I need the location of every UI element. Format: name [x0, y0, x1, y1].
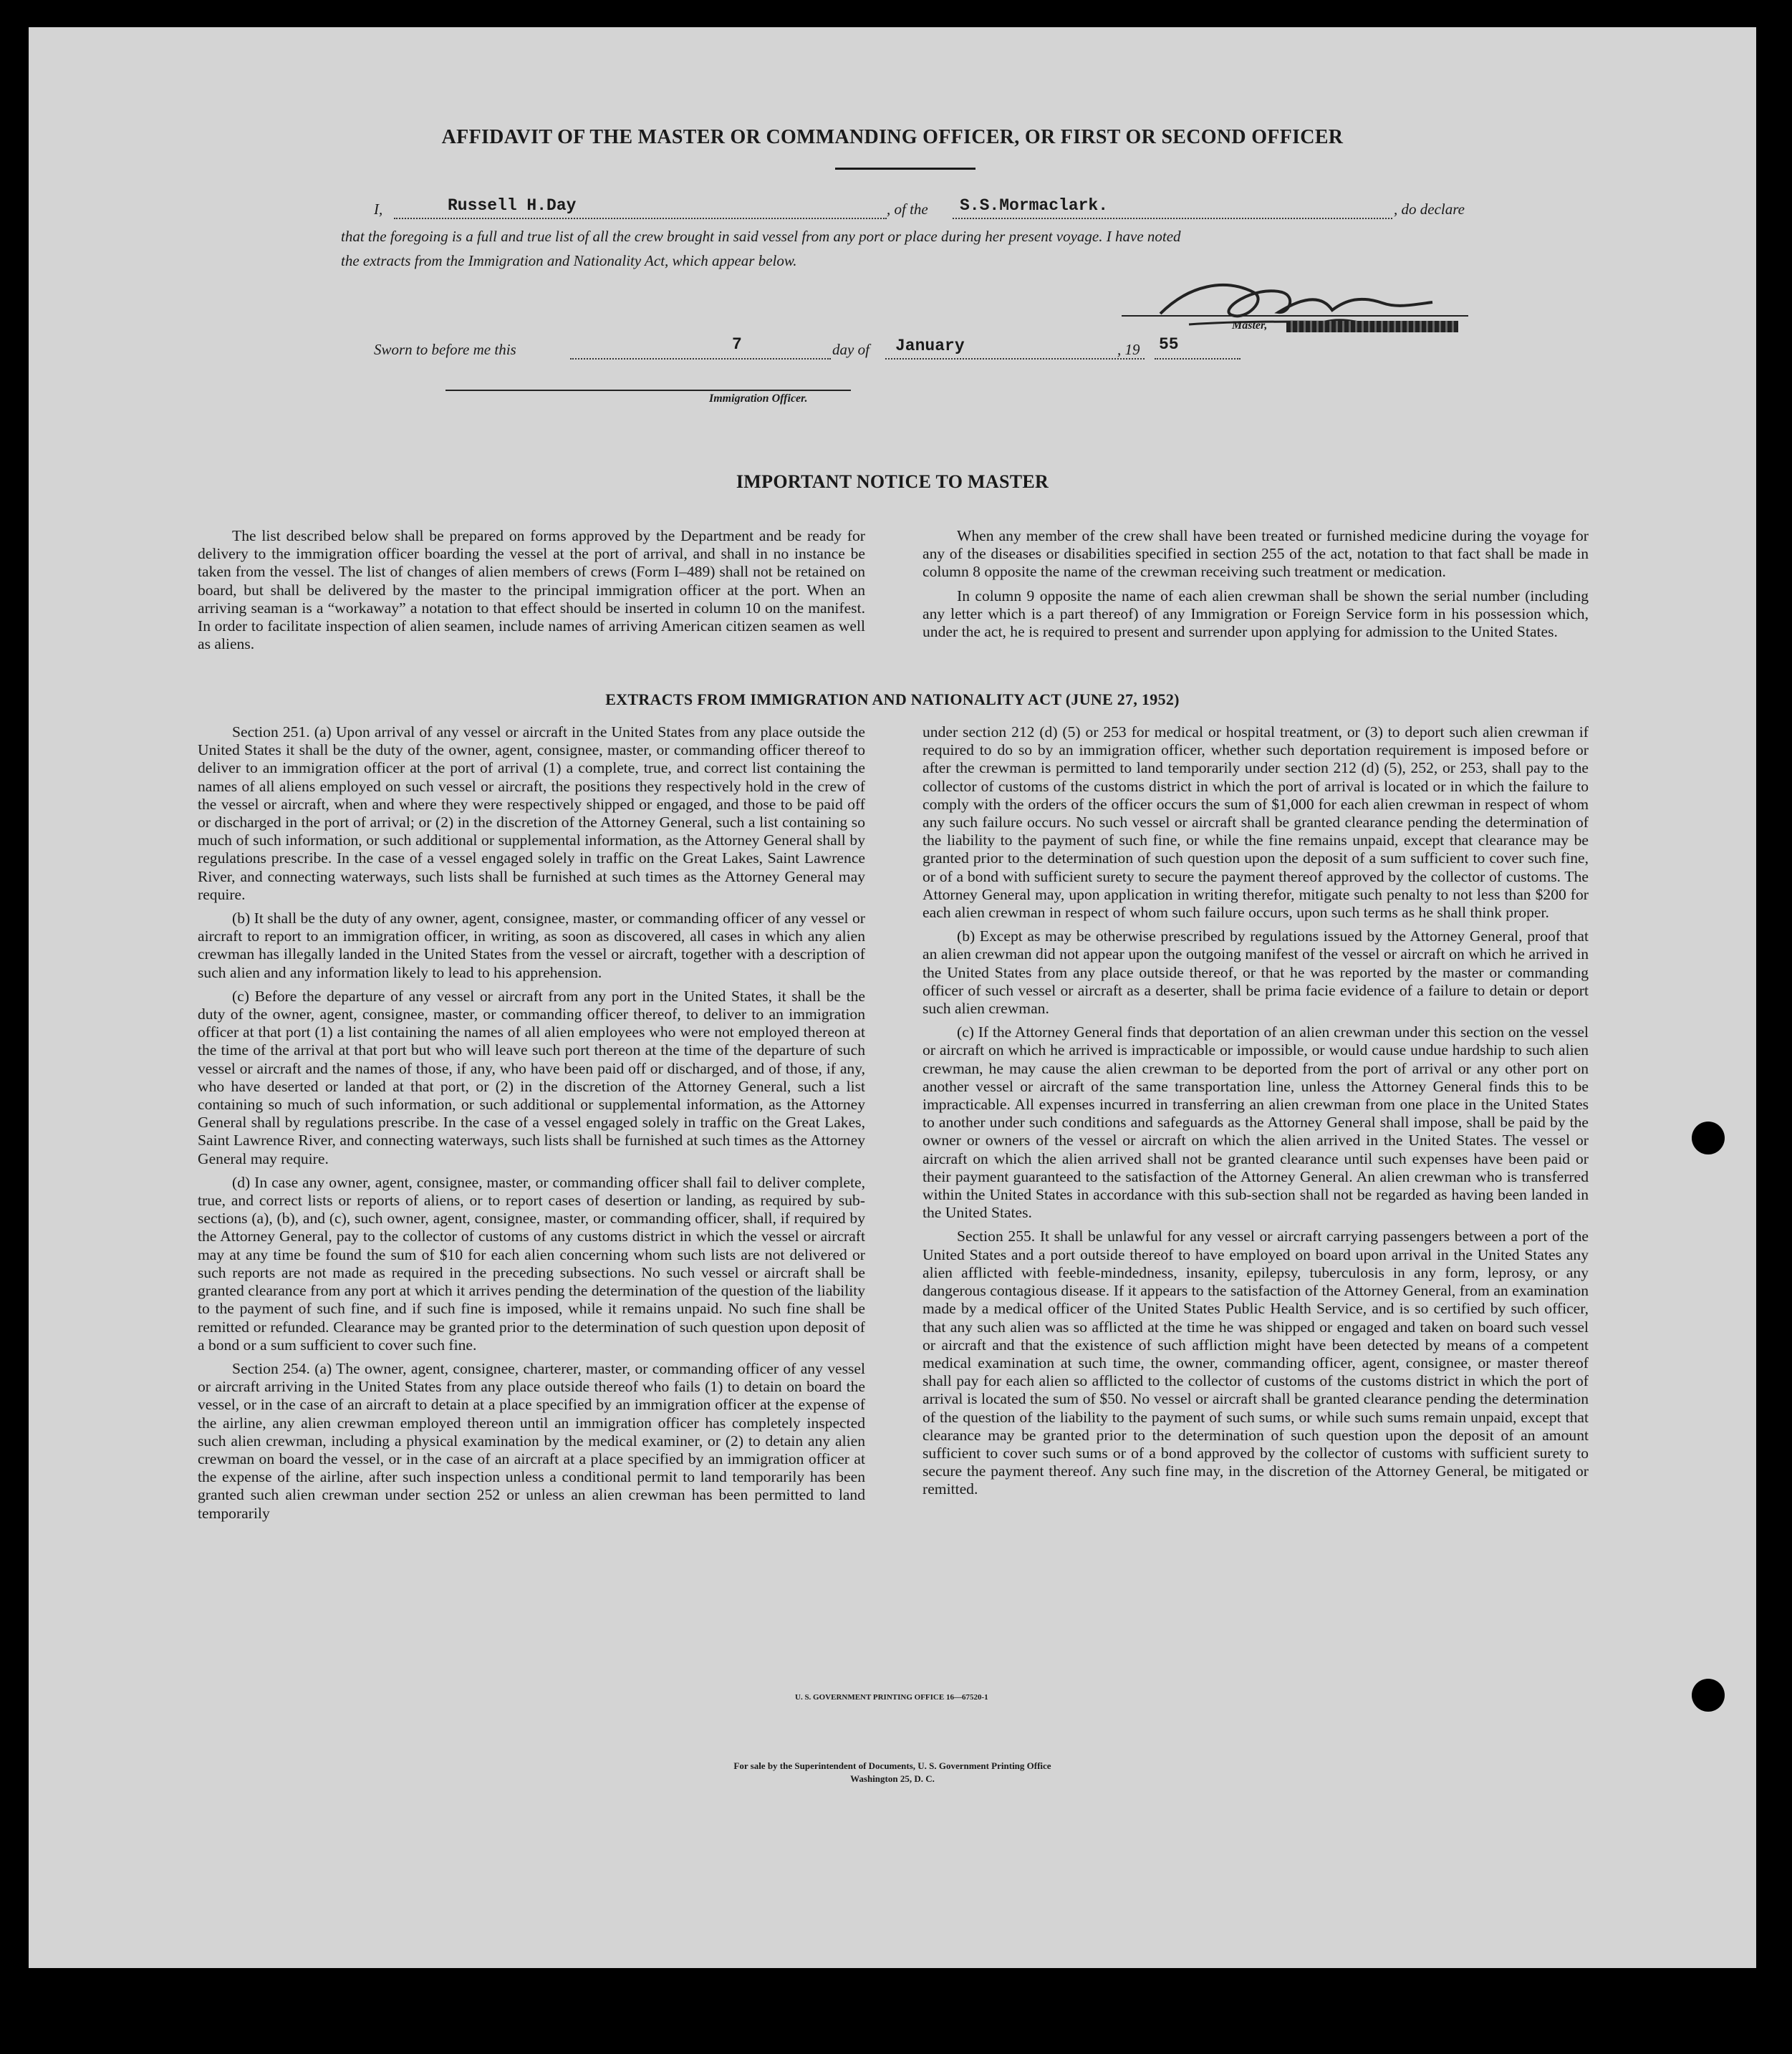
master-signature-line [1122, 315, 1468, 317]
printing-office-line: U. S. GOVERNMENT PRINTING OFFICE 16—67520-1 [795, 1693, 988, 1702]
prefix-i: I, [374, 201, 383, 218]
sale-line-1: For sale by the Superintendent of Documents, U. S. Government Printing Office [733, 1760, 1051, 1771]
immigration-officer-line [445, 390, 851, 391]
of-the-label: , of the [887, 201, 928, 218]
notice-right-paragraph-2: In column 9 opposite the name of each alien crewman shall be shown the serial number (including any letter which is a part thereof) of any Immigration or Foreign Service form in his possession which, under the act, he is required to present and surrender upon applying for admission to the United States. [923, 587, 1589, 641]
notice-right-column [923, 527, 1589, 647]
section-255: Section 255. It shall be unlawful for any vessel or aircraft carrying passengers between a port of the United States and a port outside thereof to have employed on board upon arrival in the United States any alien afflicted with feeble-mindedness, insanity, epilepsy, tuberculosis in any form, leprosy, or any dangerous contagious disease. If it appears to the satisfaction of the Attorney General, from an examination made by a medical officer of the United States Public Health Service, and is so certified by such officer, that any such alien was so afflicted at the time he was shipped or engaged and taken on board such vessel or aircraft and that the existence of such affliction might have been detected by means of a competent medical examination at such time, the owner, commanding officer, agent, consignee, or master thereof shall pay for each alien so afflicted to the collector of customs of the customs district in which the port of arrival is located the sum of $50. No vessel or aircraft shall be granted clearance pending the determination of the question of the liability to the payment of such sums, or while such sums remain unpaid, except that clearance may be granted prior to the determination of such question upon the deposit of an amount sufficient to cover such sums or of a bond approved by the collector of customs with sufficient surety to secure the payment thereof. Any such fine may, in the discretion of the Attorney General, be mitigated or remitted. [923, 1228, 1589, 1498]
section-254-a: Section 254. (a) The owner, agent, consignee, charterer, master, or commanding officer of any vessel or aircraft arriving in the United States from any place outside thereof who fails (1) to detain on board the vessel, or in the case of an aircraft to detain at a place specified by an immigration officer at the expense of the airline, any alien crewman employed thereon until an immigration officer has completely inspected such alien crewman, including a physical examination by the medical examiner, or (2) to detain any alien crewman on board the vessel, or in the case of an aircraft at a place specified by an immigration officer at the expense of the airline, after such inspection unless a conditional permit to land temporarily has been granted such alien crewman under section 252 or unless an alien crewman has been permitted to land temporarily [198, 1359, 865, 1522]
sworn-day: 7 [732, 335, 742, 354]
sworn-label: Sworn to before me this [374, 341, 516, 358]
master-label: Master, [1232, 319, 1268, 332]
sworn-day-line [570, 358, 831, 360]
affidavit-title: AFFIDAVIT OF THE MASTER OR COMMANDING OFFICER, OR FIRST OR SECOND OFFICER [441, 126, 1344, 148]
title-underline [835, 168, 976, 170]
sworn-month-line [885, 358, 1145, 360]
statement-line-2: the extracts from the Immigration and Nationality Act, which appear below. [341, 252, 797, 269]
affidavit-page [29, 27, 1756, 1968]
notice-right-paragraph-1: When any member of the crew shall have been treated or furnished medicine during the voyage for any of the diseases or disabilities specified in section 255 of the act, notation to that fact shall be made in column 8 opposite the name of the crewman receiving such treatment or medication. [923, 527, 1589, 581]
section-254-a-continued: under section 212 (d) (5) or 253 for medical or hospital treatment, or (3) to deport such alien crewman if required to do so by an immigration officer, whether such deportation requirement is imposed before or after the crewman is permitted to land temporarily under section 212 (d) (5), 252, or 253, shall pay to the collector of customs of the customs district in which the port of arrival is located or in which the failure to comply with the orders of the officer occurs the sum of $1,000 for each alien crewman in respect of whom any such failure occurs. No such vessel or aircraft shall be granted clearance pending the determination of the liability to the payment of such fine, or while the fine remains unpaid, except that clearance may be granted prior to the determination of such question upon the deposit of a sum sufficient to cover such fine, or of a bond with sufficient surety to secure the payment thereof approved by the collector of customs. The Attorney General may, upon application in writing therefor, mitigate such penalty to not less than $200 for each alien crewman in respect of whom such failure occurs, upon such terms as he shall think proper. [923, 723, 1589, 922]
officer-name: Russell H.Day [448, 196, 577, 215]
section-254-c: (c) If the Attorney General finds that deportation of an alien crewman under this section on the vessel or aircraft on which he arrived is impracticable or impossible, or would cause undue hardship to such alien crewman, he may cause the alien crewman to be deported from the port of arrival or any other port on another vessel or aircraft of the same transportation line, unless the Attorney General finds this to be impracticable. All expenses incurred in transferring an alien crewman from one place in the United States to another under such conditions and safeguards as the Attorney General shall impose, shall be paid by the owner or owners of the vessel or aircraft on which the alien arrived in the United States. The vessel or aircraft on which the alien arrived shall not be granted clearance until such expenses have been paid or their payment guaranteed to the satisfaction of the Attorney General. An alien crewman who is transferred within the United States in accordance with this sub-section shall not be regarded as having been landed in the United States. [923, 1023, 1589, 1222]
master-signature [1146, 271, 1447, 349]
notice-left-column [198, 527, 865, 659]
year-prefix: , 19 [1117, 341, 1140, 358]
year-suffix: 55 [1159, 335, 1179, 354]
punch-hole-upper [1692, 1122, 1725, 1154]
immigration-officer-label: Immigration Officer. [709, 392, 808, 405]
section-251-b: (b) It shall be the duty of any owner, agent, consignee, master, or commanding officer of any vessel or aircraft to report to an immigration officer, in writing, as soon as discovered, all cases in which any alien crewman has illegally landed in the United States from the vessel or aircraft, together with a description of such alien and any information likely to lead to his apprehension. [198, 910, 865, 981]
officer-name-line [394, 218, 887, 219]
statement-line-1: that the foregoing is a full and true list of all the crew brought in said vessel from any port or place during her present voyage. I have noted [341, 228, 1181, 245]
struck-officer-title [1286, 321, 1458, 332]
notice-title: IMPORTANT NOTICE TO MASTER [736, 471, 1049, 492]
section-251-c: (c) Before the departure of any vessel or aircraft from any port in the United States, it shall be the duty of the owner, agent, consignee, master, or commanding officer thereof, to deliver to an immigration officer at that port (1) a list containing the names of all alien employees who were not employed thereon at the time of the arrival at that port but who will leave such port thereon at the time of the departure of such vessel or aircraft and the names of those, if any, who have been paid off or discharged, and of those, if any, who have deserted or landed at that port, or (2) in the discretion of the Attorney General, such a list containing so much of such information, or such additional or supplemental information, as the Attorney General shall by regulations prescribe. In the case of a vessel engaged solely in traffic on the Great Lakes, Saint Lawrence River, and connecting waterways, such lists shall be furnished at such times as the Attorney General may require. [198, 987, 865, 1167]
section-251-a: Section 251. (a) Upon arrival of any vessel or aircraft in the United States from any place outside the United States it shall be the duty of the owner, agent, consignee, master, or commanding officer thereof to deliver to an immigration officer at the port of arrival (1) a complete, true, and correct list containing the names of all aliens employed on such vessel or aircraft, the positions they respectively hold in the crew of the vessel or aircraft, when and where they were respectively shipped or engaged, and those to be paid off or discharged in the port of arrival; or (2) in the discretion of the Attorney General, such a list containing so much of such information, or such additional or supplemental information, as the Attorney General shall by regulations prescribe. In the case of a vessel engaged solely in traffic on the Great Lakes, Saint Lawrence River, and connecting waterways, such lists shall be furnished at such times as the Attorney General may require. [198, 723, 865, 903]
section-251-d: (d) In case any owner, agent, consignee, master, or commanding officer shall fail to deliver complete, true, and correct lists or reports of aliens, or to report cases of desertion or landing, as required by sub-sections (a), (b), and (c), such owner, agent, consignee, master, or commanding officer, shall, if required by the Attorney General, pay to the collector of customs of any customs district in which the vessel or aircraft may at any time be found the sum of $10 for each alien concerning whom such lists are not delivered or such reports are not made as required in the preceding subsections. No such vessel or aircraft shall be granted clearance from any port at which it arrives pending the determination of the question of the liability to the payment of such fine, and if such fine is imposed, while it remains unpaid. No such fine shall be remitted or refunded. Clearance may be granted prior to the determination of such question upon deposit of a bond or a sum sufficient to cover such fine. [198, 1173, 865, 1354]
extracts-title: EXTRACTS FROM IMMIGRATION AND NATIONALITY ACT (JUNE 27, 1952) [605, 690, 1180, 708]
vessel-name: S.S.Mormaclark. [960, 196, 1109, 215]
extracts-left-column [198, 723, 865, 1528]
sworn-month: January [895, 337, 965, 355]
section-254-b: (b) Except as may be otherwise prescribed by regulations issued by the Attorney General, proof that an alien crewman did not appear upon the outgoing manifest of the vessel or aircraft on which he arrived in the United States from any place outside thereof, or that he was reported by the master or commanding officer of such vessel or aircraft as a deserter, shall be prima facie evidence of a failure to detain or deport such alien crewman. [923, 927, 1589, 1018]
notice-left-paragraph: The list described below shall be prepared on forms approved by the Department and be ready for delivery to the immigration officer boarding the vessel at the port of arrival, and shall in no instance be taken from the vessel. The list of changes of alien members of crews (Form I–489) shall not be retained on board, but shall be delivered by the master to the principal immigration officer at the port. When an arriving seaman is a “workaway” a notation to that effect should be inserted in column 10 on the manifest. In order to facilitate inspection of alien seamen, include names of arriving American citizen seamen as well as aliens. [198, 527, 865, 653]
year-line [1155, 358, 1241, 360]
extracts-right-column [923, 723, 1589, 1505]
day-of-label: day of [832, 341, 869, 358]
vessel-name-line [953, 218, 1392, 219]
do-declare-label: , do declare [1394, 201, 1465, 218]
sale-line-2: Washington 25, D. C. [850, 1773, 935, 1784]
punch-hole-lower [1692, 1679, 1725, 1712]
